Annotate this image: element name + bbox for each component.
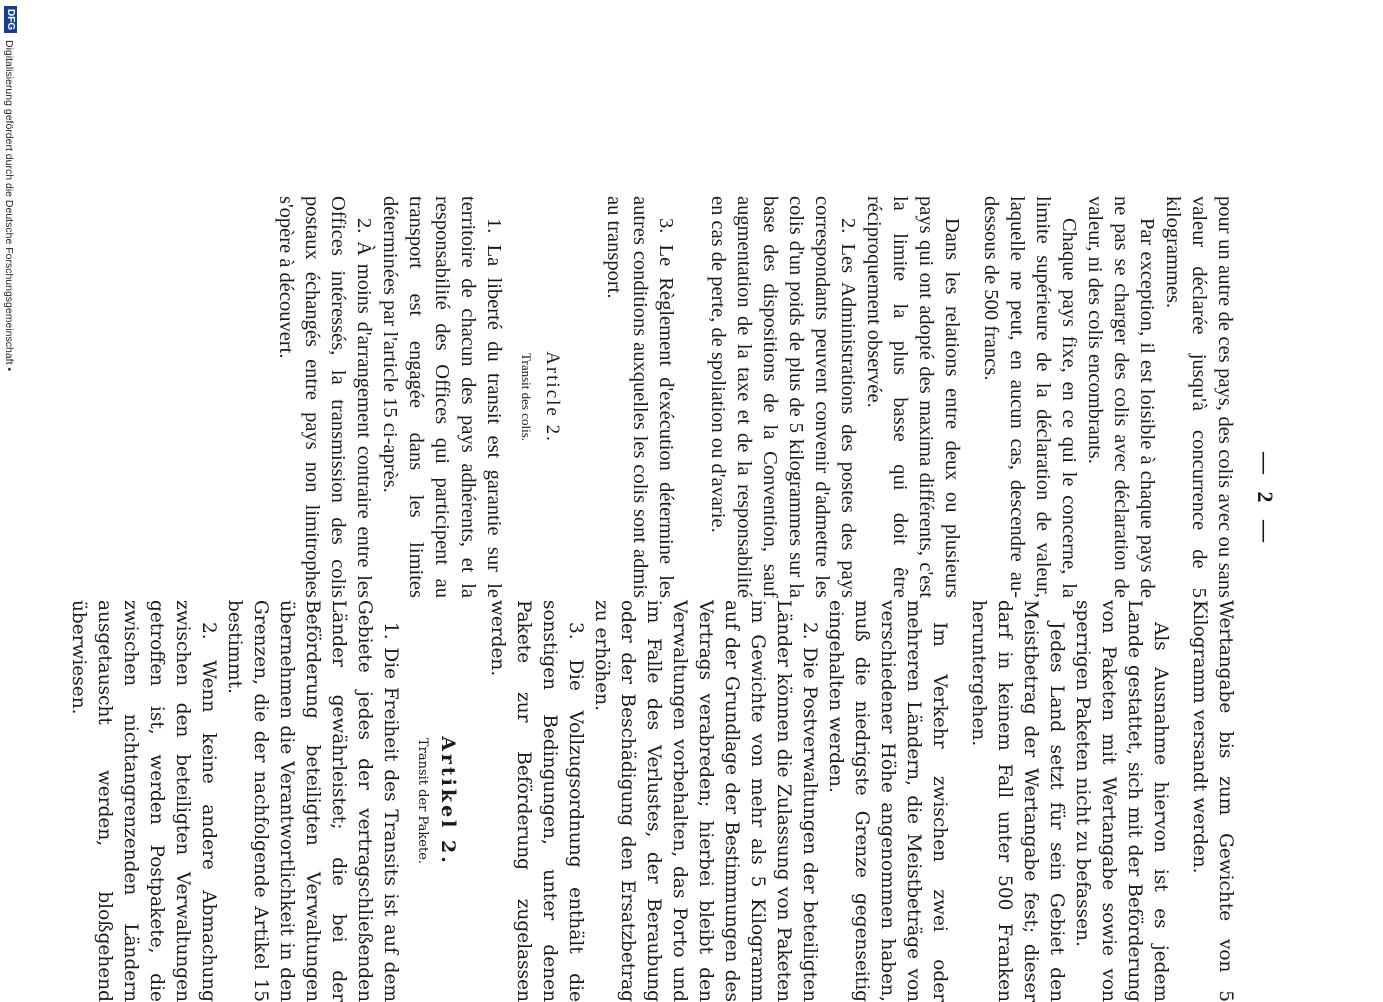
fr-paragraph-3: Chaque pays fixe, en ce qui le concerne, la limite supérieure de la déclaration de valeur, laquelle ne peut, en aucun cas, descendre au-dessous de 500 francs. bbox=[980, 196, 1080, 598]
funding-note: Digitalisierung gefördert durch die Deutsche Forschungsgemeinschaft • bbox=[3, 40, 15, 372]
de-article-subtitle: Transit der Pakete. bbox=[415, 737, 430, 865]
de-paragraph-3: Jedes Land setzt für sein Gebiet den Meistbetrag der Wertangabe fest; dieser darf in keinem Fall unter 500 Franken heruntergehen. bbox=[968, 600, 1067, 1002]
fr-paragraph-6: 3. Le Règlement d'exécution détermine les autres conditions auxquelles les colis sont admis au transport. bbox=[603, 196, 677, 598]
de-paragraph-6: 3. Die Vollzugsordnung enthält die sonstigen Bedingungen, unter denen Pakete zur Beförderung zugelassen werden. bbox=[487, 600, 586, 1002]
de-article-title: Artikel 2. bbox=[437, 736, 459, 866]
fr-paragraph-7: 1. La liberté du transit est garantie sur le territoire de chacun des pays adhérents, et la responsabilité des Offices qui participent au transport est engagée dans les limites déterminées par l'article 15 ci-après. bbox=[379, 196, 505, 598]
page-number: — 2 — bbox=[1253, 452, 1278, 548]
de-paragraph-1: Wertangabe bis zum Gewichte von 5 Kilogramm versandt werden. bbox=[1189, 600, 1236, 1002]
de-paragraph-5: 2. Die Postverwaltungen der beteiligten Länder können die Zulassung von Paketen im Gewichte von mehr als 5 Kilogramm auf der Grundlage der Bestimmungen des Vertrags verabreden; hierbei bleibt den Verwaltungen vorbehalten, das Porto und im Falle des Verlustes, der Beraubung oder der Beschädigung den Ersatzbetrag zu erhöhen. bbox=[591, 600, 820, 1002]
fr-paragraph-5: 2. Les Administrations des postes des pays correspondants peuvent convenir d'admettre les colis d'un poids de plus de 5 kilogrammes sur la base des dispositions de la Convention, sauf augmentation de la taxe et de la responsabilité en cas de perte, de spoliation ou d'avarie. bbox=[707, 196, 859, 598]
fr-paragraph-4: Dans les relations entre deux ou plusieurs pays qui ont adopté des maxima différents, c'est la limite la plus basse qui doit être réciproquement observée. bbox=[863, 196, 963, 598]
fr-article-title: Article 2. bbox=[542, 351, 563, 443]
de-paragraph-7: 1. Die Freiheit des Transits ist auf dem Gebiete jedes der vertragschließenden Länder gewährleistet; die bei der Beförderung beteiligten Verwaltungen übernehmen die Verantwortlichkeit in den Grenzen, die der nachfolgende Artikel 15 bestimmt. bbox=[224, 600, 401, 1002]
de-paragraph-8: 2. Wenn keine andere Abmachung zwischen den beteiligten Verwaltungen getroffen ist, werden Postpakete, die zwischen nichtangrenzenden Ländern ausgetauscht werden, bloßgehend überwiesen. bbox=[68, 600, 219, 1002]
french-column bbox=[273, 196, 1238, 598]
dfg-logo: DFG bbox=[4, 6, 17, 33]
de-paragraph-2: Als Ausnahme hiervon ist es jedem Lande gestattet, sich mit der Beförderung von Paketen mit Wertangabe sowie von sperrigen Paketen nicht zu befassen. bbox=[1072, 600, 1171, 1002]
fr-paragraph-2: Par exception, il est loisible à chaque pays de ne pas se charger des colis avec déclaration de valeur, ni des colis encombrants. bbox=[1084, 196, 1158, 598]
german-column bbox=[65, 600, 1238, 1002]
fr-paragraph-1: pour un autre de ces pays, des colis avec ou sans valeur déclarée jusqu'à concurrence de 5 kilogrammes. bbox=[1162, 196, 1236, 598]
de-paragraph-4: Im Verkehr zwischen zwei oder mehreren Ländern, die Meistbeträge von verschiedener Höhe angenommen haben, muß die niedrigste Grenze gegenseitig eingehalten werden. bbox=[825, 600, 950, 1002]
fr-article-subtitle: Transit des colis. bbox=[519, 353, 534, 441]
fr-paragraph-8: 2. À moins d'arrangement contraire entre les Offices intéressés, la transmission des colis postaux échangés entre pays non limitrophes s'opère à découvert. bbox=[275, 196, 375, 598]
page-header bbox=[1238, 0, 1278, 1000]
